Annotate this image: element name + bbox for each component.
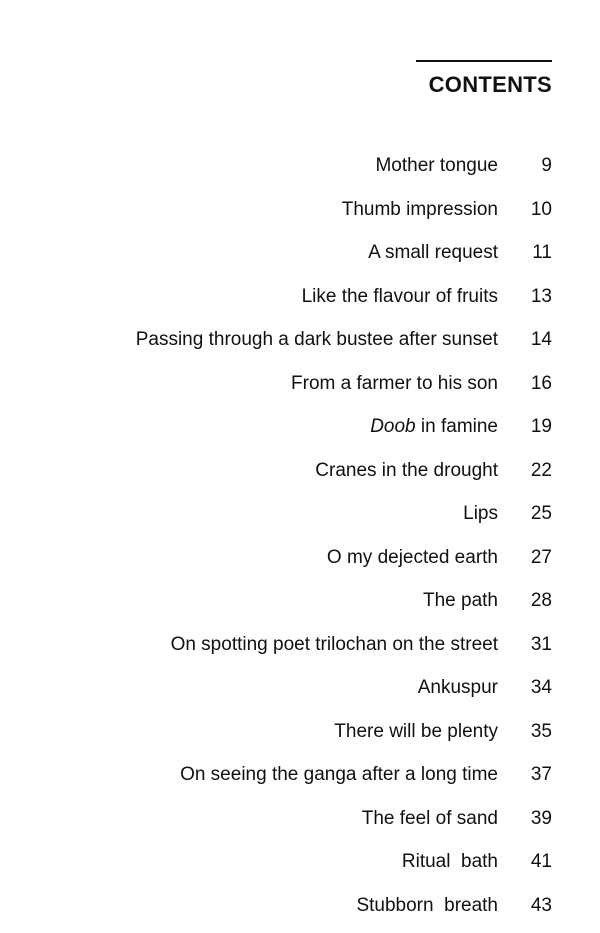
toc-entry-page: 22 xyxy=(512,455,552,487)
toc-entry-title: Thumb impression xyxy=(342,194,498,226)
toc-entry-title: Like the flavour of fruits xyxy=(302,281,498,313)
heading-rule xyxy=(416,60,552,62)
toc-entry xyxy=(0,150,600,194)
toc-entry xyxy=(0,194,600,238)
toc-entry xyxy=(0,803,600,847)
toc-entry xyxy=(0,890,600,933)
toc-entry-page: 11 xyxy=(512,237,552,269)
toc-entry xyxy=(0,629,600,673)
toc-entry-page: 10 xyxy=(512,194,552,226)
toc-entry-page: 34 xyxy=(512,672,552,704)
toc-entry-page: 25 xyxy=(512,498,552,530)
toc-entry-page: 27 xyxy=(512,542,552,574)
toc-entry-title: Mother tongue xyxy=(375,150,498,182)
toc-entry-page: 28 xyxy=(512,585,552,617)
toc-entry-page: 19 xyxy=(512,411,552,443)
toc-entry xyxy=(0,281,600,325)
table-of-contents xyxy=(0,150,600,933)
toc-entry-title xyxy=(370,411,498,443)
toc-entry-title: Passing through a dark bustee after sunset xyxy=(136,324,498,356)
toc-entry-page: 43 xyxy=(512,890,552,922)
toc-entry-page: 31 xyxy=(512,629,552,661)
toc-entry-page: 39 xyxy=(512,803,552,835)
toc-entry-title: Stubborn breath xyxy=(356,890,498,922)
toc-entry-title: There will be plenty xyxy=(334,716,498,748)
toc-entry-title: Ankuspur xyxy=(418,672,498,704)
toc-entry xyxy=(0,542,600,586)
toc-entry xyxy=(0,455,600,499)
toc-entry xyxy=(0,846,600,890)
toc-entry-page: 14 xyxy=(512,324,552,356)
toc-entry xyxy=(0,498,600,542)
toc-entry xyxy=(0,585,600,629)
contents-heading: CONTENTS xyxy=(429,72,552,98)
toc-entry xyxy=(0,324,600,368)
toc-entry-title: Lips xyxy=(463,498,498,530)
toc-entry xyxy=(0,759,600,803)
toc-entry xyxy=(0,237,600,281)
toc-entry-title: On spotting poet trilochan on the street xyxy=(171,629,498,661)
toc-entry-title: Ritual bath xyxy=(402,846,498,878)
toc-entry-title: From a farmer to his son xyxy=(291,368,498,400)
toc-entry-page: 35 xyxy=(512,716,552,748)
toc-entry xyxy=(0,368,600,412)
toc-entry xyxy=(0,672,600,716)
toc-entry-title: The path xyxy=(423,585,498,617)
toc-entry-page: 9 xyxy=(512,150,552,182)
toc-entry-title: Cranes in the drought xyxy=(315,455,498,487)
toc-entry-title: O my dejected earth xyxy=(327,542,498,574)
toc-entry-title: A small request xyxy=(368,237,498,269)
toc-entry-page: 37 xyxy=(512,759,552,791)
toc-entry xyxy=(0,716,600,760)
toc-entry-title: On seeing the ganga after a long time xyxy=(180,759,498,791)
toc-entry-title: The feel of sand xyxy=(362,803,498,835)
toc-entry-title-italic: Doob xyxy=(370,416,415,437)
toc-entry-title-rest: in famine xyxy=(416,416,498,437)
toc-entry-page: 41 xyxy=(512,846,552,878)
toc-entry xyxy=(0,411,600,455)
toc-entry-page: 13 xyxy=(512,281,552,313)
toc-entry-page: 16 xyxy=(512,368,552,400)
